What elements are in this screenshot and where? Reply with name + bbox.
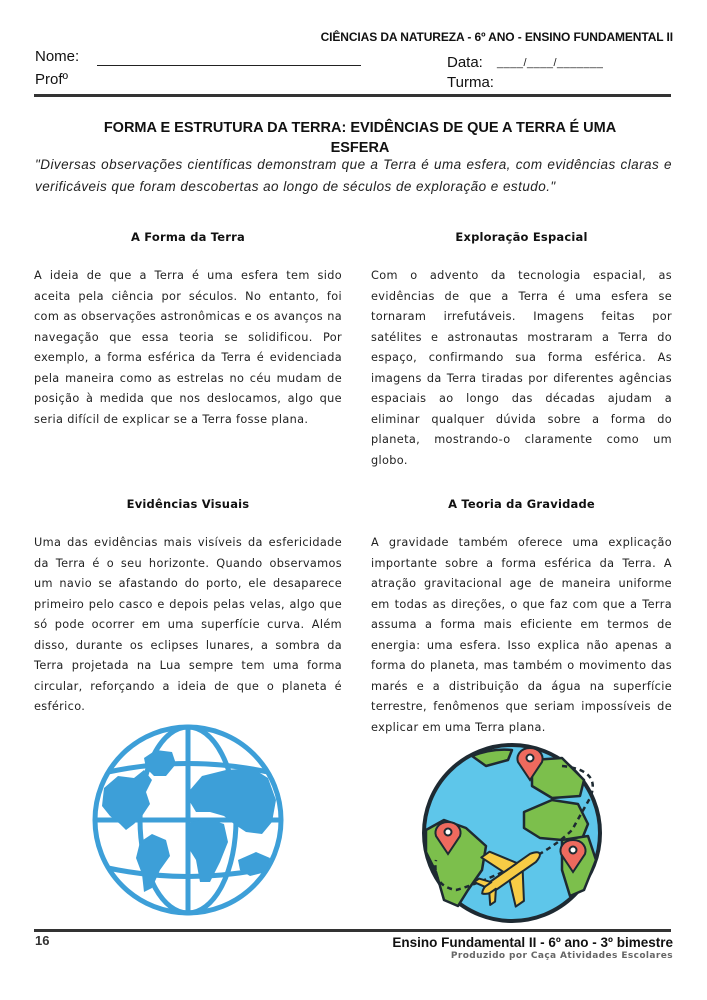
header-divider xyxy=(34,94,671,97)
intro-quote: "Diversas observações científicas demonstram que a Terra é uma esfera, com evidências claras e verificáveis que foram descobertas ao longo de séculos de exploração e estudo." xyxy=(35,157,672,194)
south-america-shape xyxy=(136,834,170,892)
turma-label: Turma: xyxy=(447,74,494,91)
date-input-blanks[interactable]: ____/____/_______ xyxy=(497,57,604,69)
section-body-forma-da-terra: A ideia de que a Terra é uma esfera tem sido aceita pela ciência por séculos. No entanto, foi com as observações astronômicas e os avanços na navegação que essa teoria se solidificou. Por exemplo, a forma esférica da Terra é evidenciada pela maneira como as estrelas no céu mudam de posição à medida que nos deslocamos, algo que seria difícil de explicar se a Terra fosse plana. xyxy=(34,269,342,426)
footer-title: Ensino Fundamental II - 6º ano - 3º bimestre xyxy=(392,935,673,950)
section-heading-teoria-da-gravidade: A Teoria da Gravidade xyxy=(448,497,595,511)
globe-wireframe-icon xyxy=(86,720,290,920)
africa-shape xyxy=(186,818,228,882)
footer-credit: Produzido por Caça Atividades Escolares xyxy=(450,951,673,961)
footer-divider xyxy=(34,929,671,932)
course-title: CIÊNCIAS DA NATUREZA - 6º ANO - ENSINO FUNDAMENTAL II xyxy=(320,30,673,44)
nome-label: Nome: xyxy=(35,48,80,65)
globe-travel-icon xyxy=(412,740,612,926)
page-title xyxy=(40,118,680,158)
section-body-evidencias-visuais: Uma das evidências mais visíveis da esfericidade da Terra é o seu horizonte. Quando observamos um navio se afastando do porto, ele desaparece primeiro pelo casco e depois pelas velas, algo que só pode ocorrer em uma superfície curva. Além disso, durante os eclipses lunares, a sombra da Terra projetada na Lua sempre tem uma forma circular, reforçando a ideia de que o planeta é esférico. xyxy=(34,536,342,713)
page-title-line-1: FORMA E ESTRUTURA DA TERRA: EVIDÊNCIAS DE QUE A TERRA É UMA xyxy=(103,120,617,136)
page-number: 16 xyxy=(35,933,50,948)
section-body-exploracao-espacial: Com o advento da tecnologia espacial, as evidências de que a Terra é uma esfera se tornaram irrefutáveis. Imagens feitas por satélites e astronautas mostraram a Terra do espaço, confirmando sua forma esférica. As imagens da Terra tiradas por diferentes agências espaciais ao longo das décadas ajudam a eliminar qualquer dúvida sobre a forma do planeta, mostrando-o claramente como um globo. xyxy=(371,269,672,467)
prof-label: Profº xyxy=(35,71,68,88)
nome-input-line[interactable] xyxy=(97,65,361,66)
data-label: Data: xyxy=(447,54,483,71)
section-heading-evidencias-visuais: Evidências Visuais xyxy=(126,497,250,511)
section-heading-exploracao-espacial: Exploração Espacial xyxy=(455,230,588,244)
section-body-teoria-da-gravidade: A gravidade também oferece uma explicação importante sobre a forma esférica da Terra. A atração gravitacional age de maneira uniforme em todas as direções, o que faz com que a Terra assuma a forma mais eficiente em termos de energia: uma esfera. Isso explica não apenas a forma do planeta, mas também o movimento das marés e a distribuição da água na superfície terrestre, fenômenos que seriam impossíveis de explicar em uma Terra plana. xyxy=(371,536,672,734)
page-title-line-2: ESFERA xyxy=(330,140,390,156)
section-heading-forma-da-terra: A Forma da Terra xyxy=(130,230,246,244)
